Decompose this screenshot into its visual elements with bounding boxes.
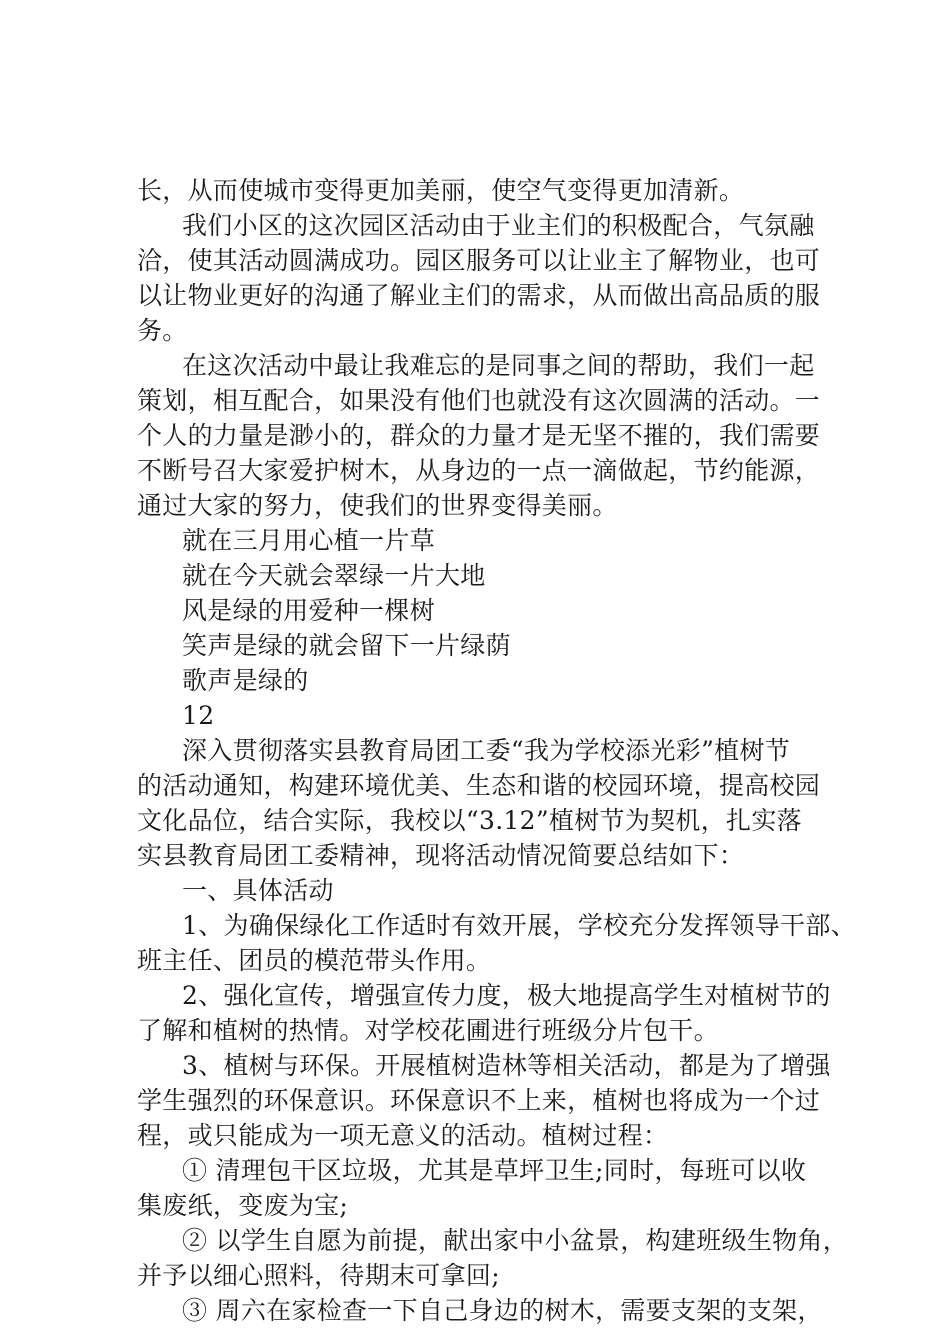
section-heading: 一、具体活动 bbox=[182, 876, 334, 905]
text-line-14: 实县教育局团工委精神，现将活动情况简要总结如下： bbox=[137, 841, 745, 870]
text-line-12: 的活动通知，构建环境优美、生态和谐的校园环境，提高校园 bbox=[137, 771, 821, 800]
text-line-4: 以让物业更好的沟通了解业主们的需求，从而做出高品质的服 bbox=[137, 281, 821, 310]
text-line-1: 长，从而使城市变得更加美丽，使空气变得更加清新。 bbox=[137, 176, 745, 205]
poem-line-3: 风是绿的用爱种一棵树 bbox=[182, 596, 436, 625]
text-line-5: 务。 bbox=[137, 316, 188, 345]
section-number: 12 bbox=[182, 701, 215, 730]
text-line-10: 通过大家的努力，使我们的世界变得美丽。 bbox=[137, 491, 618, 520]
text-line-6: 在这次活动中最让我难忘的是同事之间的帮助，我们一起 bbox=[182, 351, 815, 380]
text-line-15: 1、为确保绿化工作适时有效开展，学校充分发挥领导干部、 bbox=[182, 911, 857, 940]
text-line-20: 学生强烈的环保意识。环保意识不上来，植树也将成为一个过 bbox=[137, 1086, 821, 1115]
list-item-1: ① 清理包干区垃圾，尤其是草坪卫生;同时，每班可以收 bbox=[182, 1156, 807, 1185]
poem-line-4: 笑声是绿的就会留下一片绿荫 bbox=[182, 631, 511, 660]
text-line-17: 2、强化宣传，增强宣传力度，极大地提高学生对植树节的 bbox=[182, 981, 831, 1010]
text-line-11: 深入贯彻落实县教育局团工委“我为学校添光彩”植树节 bbox=[182, 736, 791, 765]
text-line-21: 程，或只能成为一项无意义的活动。植树过程： bbox=[137, 1121, 669, 1150]
list-item-3: ③ 周六在家检查一下自己身边的树木，需要支架的支架， bbox=[182, 1296, 823, 1325]
text-line-19: 3、植树与环保。开展植树造林等相关活动，都是为了增强 bbox=[182, 1051, 831, 1080]
text-line-2: 我们小区的这次园区活动由于业主们的积极配合，气氛融 bbox=[182, 211, 815, 240]
text-line-18: 了解和植树的热情。对学校花圃进行班级分片包干。 bbox=[137, 1016, 719, 1045]
poem-line-1: 就在三月用心植一片草 bbox=[182, 526, 436, 555]
poem-line-2: 就在今天就会翠绿一片大地 bbox=[182, 561, 486, 590]
list-item-2-cont: 并予以细心照料，待期末可拿回; bbox=[137, 1261, 500, 1290]
list-item-2: ② 以学生自愿为前提，献出家中小盆景，构建班级生物角， bbox=[182, 1226, 849, 1255]
text-line-13: 文化品位，结合实际，我校以“3.12”植树节为契机，扎实落 bbox=[137, 806, 802, 835]
text-line-3: 洽，使其活动圆满成功。园区服务可以让业主了解物业，也可 bbox=[137, 246, 821, 275]
list-item-1-cont: 集废纸，变废为宝; bbox=[137, 1191, 349, 1220]
text-line-7: 策划，相互配合，如果没有他们也就没有这次圆满的活动。一 bbox=[137, 386, 821, 415]
text-line-8: 个人的力量是渺小的，群众的力量才是无坚不摧的，我们需要 bbox=[137, 421, 821, 450]
text-line-16: 班主任、团员的模范带头作用。 bbox=[137, 946, 492, 975]
text-line-9: 不断号召大家爱护树木，从身边的一点一滴做起，节约能源， bbox=[137, 456, 821, 485]
poem-line-5: 歌声是绿的 bbox=[182, 666, 309, 695]
